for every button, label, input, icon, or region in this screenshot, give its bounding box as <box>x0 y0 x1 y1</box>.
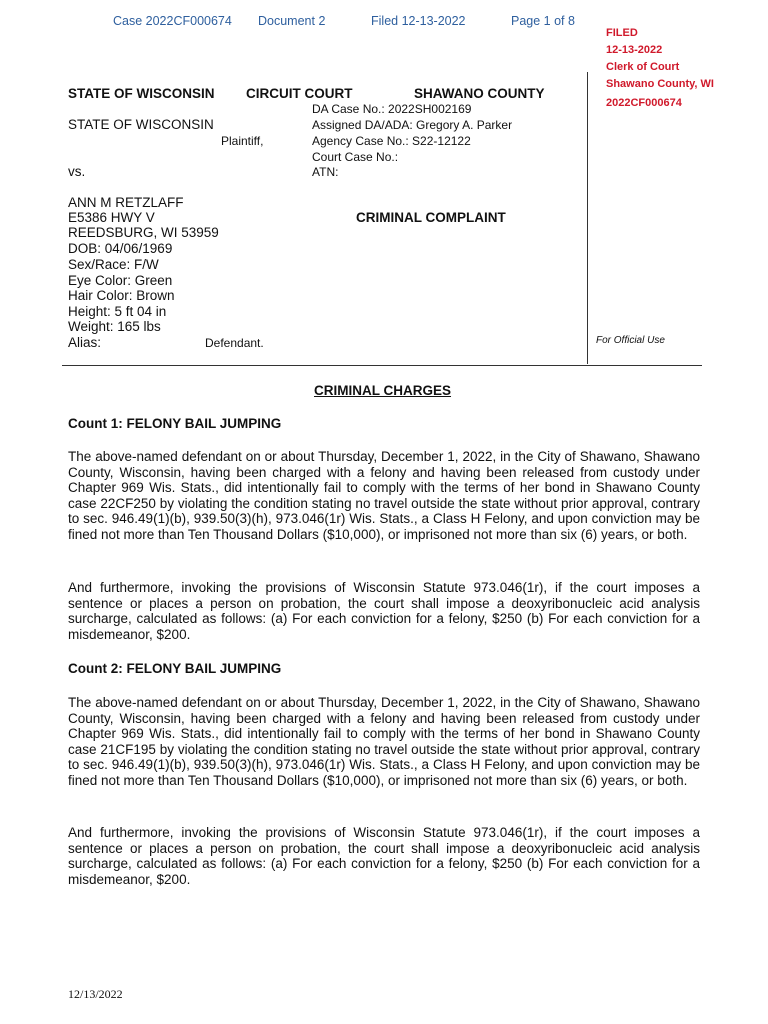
official-use-label: For Official Use <box>596 335 665 346</box>
count-2-title: Count 2: FELONY BAIL JUMPING <box>68 661 282 676</box>
count-2-surcharge-text: And furthermore, invoking the provisions of Wisconsin Statute 973.046(1r), if the court imposes a sentence or places a person on probation, the court shall impose a deoxyribonucleic acid analysis surcharge, calculated as follows: (a) For each conviction for a felony, $250 (b) For each conviction for a misdemeanor, $200. <box>68 825 700 887</box>
plaintiff-label: Plaintiff, <box>221 134 264 148</box>
court-case-number: Court Case No.: <box>312 150 399 164</box>
defendant-alias: Alias: <box>68 335 102 350</box>
count-1-text: The above-named defendant on or about Thursday, December 1, 2022, in the City of Shawano, Shawano County, Wisconsin, having been charged with a felony and having been released from custody under Chapter 969 Wis. Stats., did intentionally fail to comply with the terms of her bond in Shawano County case 22CF250 by violating the condition stating no travel outside the state without prior approval, contrary to sec. 946.49(1)(b), 939.50(3)(h), 973.046(1r) Wis. Stats., a Class H Felony, and upon conviction may be fined not more than Ten Thousand Dollars ($10,000), or imprisoned not more than six (6) years, or both. <box>68 449 700 542</box>
stamp-filed: FILED <box>606 27 638 39</box>
assigned-ada: Assigned DA/ADA: Gregory A. Parker <box>312 118 513 132</box>
criminal-charges-heading: CRIMINAL CHARGES <box>314 383 452 398</box>
defendant-weight: Weight: 165 lbs <box>68 319 161 334</box>
caption-horizontal-divider <box>62 365 702 366</box>
stamp-county: Shawano County, WI <box>606 78 714 90</box>
case-number-header: Case 2022CF000674 <box>113 14 232 28</box>
plaintiff-name: STATE OF WISCONSIN <box>68 117 214 132</box>
caption-court: CIRCUIT COURT <box>246 86 353 101</box>
footer-date: 12/13/2022 <box>68 987 123 1001</box>
defendant-address-line1: E5386 HWY V <box>68 210 155 225</box>
count-2-text: The above-named defendant on or about Thursday, December 1, 2022, in the City of Shawano, Shawano County, Wisconsin, having been charged with a felony and having been released from custody under Chapter 969 Wis. Stats., did intentionally fail to comply with the terms of her bond in Shawano County case 21CF195 by violating the condition stating no travel outside the state without prior approval, contrary to sec. 946.49(1)(b), 939.50(3)(h), 973.046(1r) Wis. Stats., a Class H Felony, and upon conviction may be fined not more than Ten Thousand Dollars ($10,000), or imprisoned not more than six (6) years, or both. <box>68 695 700 788</box>
defendant-label: Defendant. <box>205 336 264 350</box>
defendant-eye-color: Eye Color: Green <box>68 273 173 288</box>
caption-county: SHAWANO COUNTY <box>414 86 545 101</box>
atn: ATN: <box>312 165 339 179</box>
defendant-sex-race: Sex/Race: F/W <box>68 257 159 272</box>
count-1-surcharge-text: And furthermore, invoking the provisions of Wisconsin Statute 973.046(1r), if the court imposes a sentence or places a person on probation, the court shall impose a deoxyribonucleic acid analysis surcharge, calculated as follows: (a) For each conviction for a felony, $250 (b) For each conviction for a misdemeanor, $200. <box>68 580 700 642</box>
versus-label: vs. <box>68 164 86 179</box>
da-case-number: DA Case No.: 2022SH002169 <box>312 102 472 116</box>
document-number-header: Document 2 <box>258 14 326 28</box>
stamp-date: 12-13-2022 <box>606 44 663 56</box>
filed-date-header: Filed 12-13-2022 <box>371 14 466 28</box>
complaint-title: CRIMINAL COMPLAINT <box>356 210 506 225</box>
defendant-hair-color: Hair Color: Brown <box>68 288 175 303</box>
defendant-name: ANN M RETZLAFF <box>68 195 184 210</box>
defendant-address-line2: REEDSBURG, WI 53959 <box>68 225 219 240</box>
caption-vertical-divider <box>587 72 588 364</box>
agency-case-number: Agency Case No.: S22-12122 <box>312 134 471 148</box>
count-1-title: Count 1: FELONY BAIL JUMPING <box>68 416 282 431</box>
defendant-height: Height: 5 ft 04 in <box>68 304 167 319</box>
caption-state: STATE OF WISCONSIN <box>68 86 215 101</box>
stamp-case-number: 2022CF000674 <box>606 97 682 109</box>
page-indicator: Page 1 of 8 <box>511 14 575 28</box>
stamp-clerk: Clerk of Court <box>606 61 680 73</box>
defendant-dob: DOB: 04/06/1969 <box>68 241 173 256</box>
